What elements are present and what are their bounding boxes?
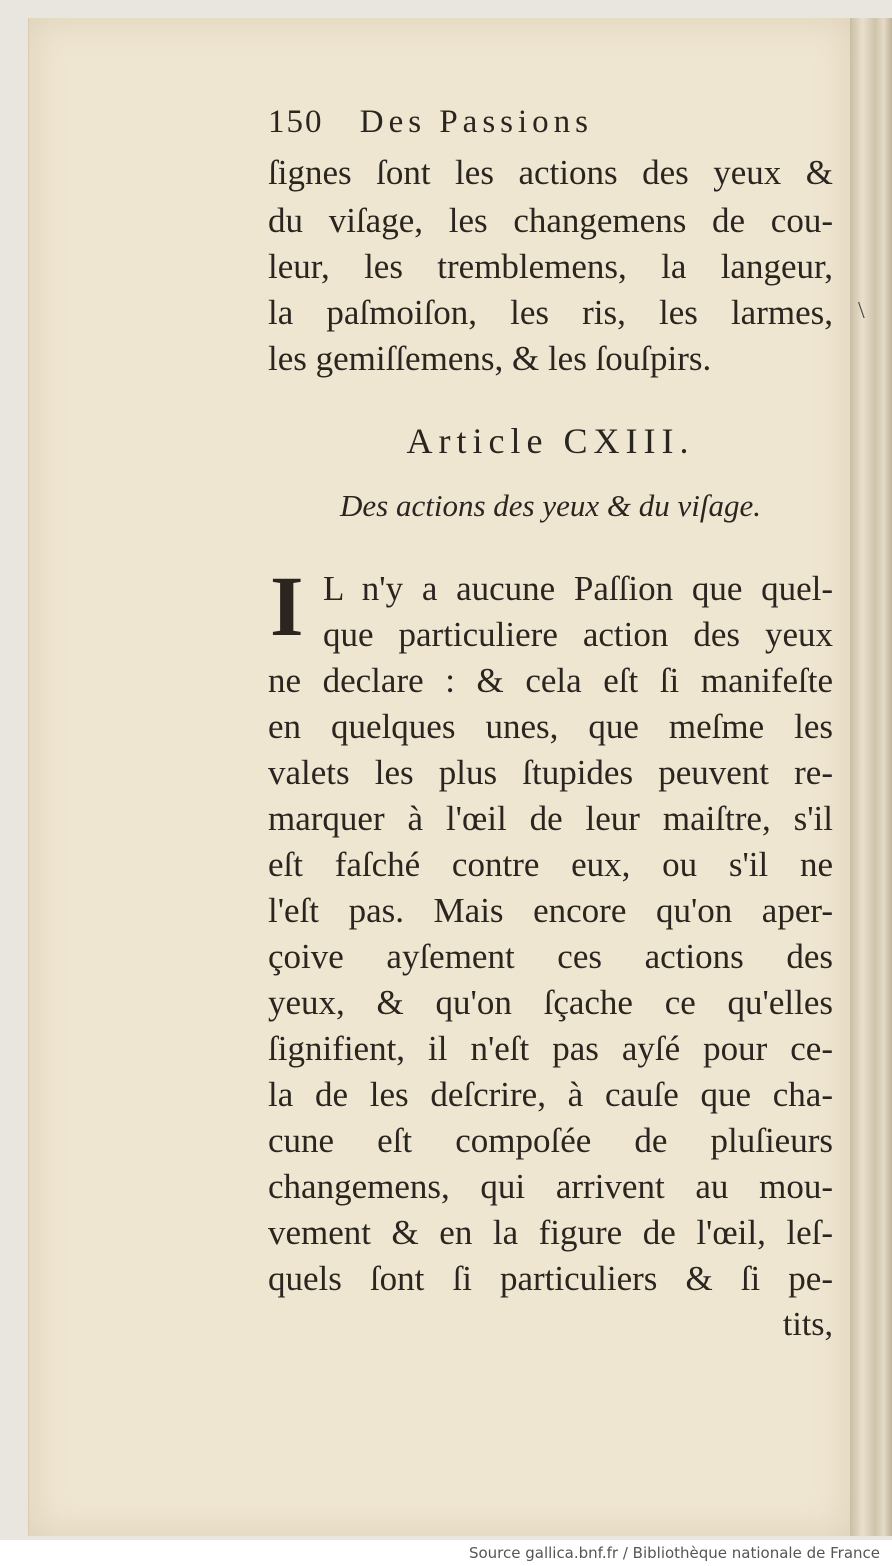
body-line-15: vement & en la figure de l'œil, leſ- (268, 1213, 833, 1252)
intro-line-3: leur, les tremblemens, la langeur, (268, 247, 833, 286)
running-title: Des Passions (359, 104, 594, 140)
drop-cap: I (270, 558, 304, 654)
body-line-7: eſt faſché contre eux, ou s'il ne (268, 845, 833, 884)
catchword: tits, (782, 1306, 833, 1343)
intro-line-1: ſignes ſont les actions des yeux & (268, 153, 833, 192)
body-line-2: que particuliere action des yeux (323, 615, 833, 654)
margin-mark: \ (858, 298, 865, 324)
body-line-4: en quelques unes, que meſme les (268, 707, 833, 746)
body-line-6: marquer à l'œil de leur maiſtre, s'il (268, 799, 833, 838)
body-line-5: valets les plus ſtupides peuvent re- (268, 753, 833, 792)
body-line-8: l'eſt pas. Mais encore qu'on aper- (268, 891, 833, 930)
intro-line-4: la paſmoiſon, les ris, les larmes, (268, 293, 833, 332)
page-edge (850, 18, 892, 1536)
body-line-11: ſignifient, il n'eſt pas ayſé pour ce- (268, 1029, 833, 1068)
article-subtitle: Des actions des yeux & du viſage. (340, 488, 761, 523)
body-line-14: changemens, qui arrivent au mou- (268, 1167, 833, 1206)
body-line-16: quels ſont ſi particuliers & ſi pe- (268, 1259, 833, 1298)
article-heading: Article CXIII. (406, 421, 695, 461)
page-number: 150 (268, 104, 324, 140)
body-line-9: çoive ayſement ces actions des (268, 937, 833, 976)
intro-line-5: les gemiſſemens, & les ſouſpirs. (268, 339, 712, 378)
source-attribution: Source gallica.bnf.fr / Bibliothèque nationale de France (468, 1544, 880, 1562)
body-line-1: L n'y a aucune Paſſion que quel- (323, 569, 833, 608)
body-line-13: cune eſt compoſée de pluſieurs (268, 1121, 833, 1160)
body-line-3: ne declare : & cela eſt ſi manifeſte (268, 661, 833, 700)
body-line-12: la de les deſcrire, à cauſe que cha- (268, 1075, 833, 1114)
body-line-10: yeux, & qu'on ſçache ce qu'elles (268, 983, 833, 1022)
intro-line-2: du viſage, les changemens de cou- (268, 201, 833, 240)
running-header (268, 104, 738, 141)
